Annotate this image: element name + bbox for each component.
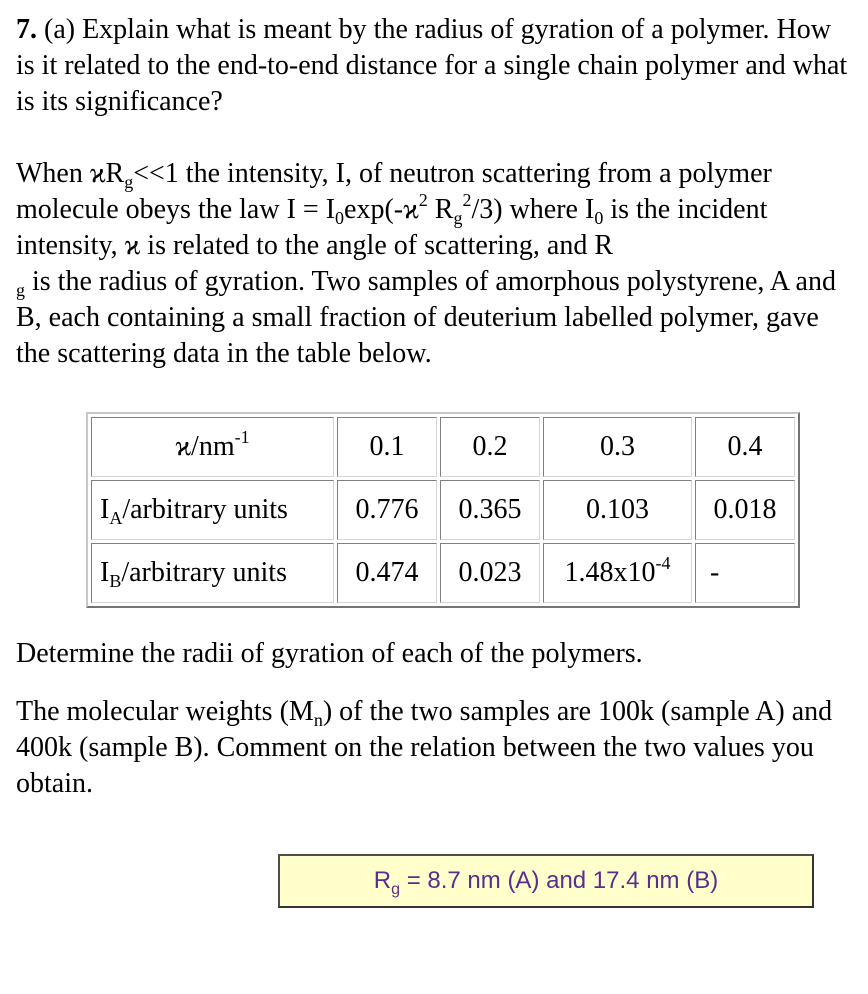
intro-text-4: /3) where I	[471, 194, 595, 225]
question-number: 7.	[16, 14, 37, 45]
header-col-1: 0.1	[337, 417, 437, 477]
question-text: (a) Explain what is meant by the radius of gyration of a polymer. How is it related to the end-to-end distance for a single chain polymer and what is its significance?	[16, 14, 848, 117]
row-b-cell-2: 0.023	[440, 543, 540, 603]
header-col-2: 0.2	[440, 417, 540, 477]
table-header-row	[91, 417, 795, 477]
subscript-n: n	[313, 710, 323, 730]
row-a-cell-2: 0.365	[440, 480, 540, 540]
intro-text-1: When ϰR	[16, 158, 125, 189]
mw-text-2: ) of the two samples are 100k (sample A) and 400k (sample B). Comment on the relation between the two values you obtain.	[16, 696, 833, 799]
question-7	[16, 12, 854, 120]
answer-text: = 8.7 nm (A) and 17.4 nm (B)	[400, 867, 719, 894]
superscript-2: 2	[418, 190, 428, 210]
row-a-cell-4: 0.018	[695, 480, 795, 540]
table-row-b	[91, 543, 795, 603]
intro-text-6: is the radius of gyration. Two samples of amorphous polystyrene, A and B, each containing a small fraction of deuterium labelled polymer, gave the scattering data in the table below.	[16, 266, 836, 369]
subscript-0: 0	[335, 208, 345, 228]
determine-paragraph: Determine the radii of gyration of each of the polymers.	[16, 638, 643, 669]
row-b-cell-4: -	[695, 543, 795, 603]
intro-text-3: exp(-ϰ	[344, 194, 419, 225]
intro-R: R	[427, 194, 454, 225]
table-row-a	[91, 480, 795, 540]
scattering-table-wrap	[86, 412, 854, 608]
row-a-cell-3: 0.103	[543, 480, 692, 540]
row-a-label: $I_A$/arbitrary units	[91, 480, 334, 540]
header-col-4: 0.4	[695, 417, 795, 477]
header-kappa: $ϰ/nm^{-1}$	[91, 417, 334, 477]
intro-text-2: <<1 the intensity, I, of neutron scattering from a polymer molecule obeys the law I = I	[16, 158, 772, 225]
answer-wrap	[278, 854, 854, 908]
superscript-2b: 2	[462, 190, 472, 210]
answer-box[interactable]	[278, 854, 814, 908]
subscript-g-2: g	[453, 208, 463, 228]
row-a-cell-1: 0.776	[337, 480, 437, 540]
answer-R: R	[373, 867, 392, 894]
mw-text-1: The molecular weights (M	[16, 696, 314, 727]
mw-paragraph	[16, 694, 854, 802]
intro-paragraph	[16, 156, 854, 372]
answer-subscript-g: g	[391, 881, 401, 898]
intro-text-5: is the incident intensity, ϰ is related to the angle of scattering, and R	[16, 194, 768, 261]
subscript-g: g	[124, 172, 134, 192]
row-b-cell-3: $1.48x10^{-4}$	[543, 543, 692, 603]
scattering-table	[86, 412, 800, 608]
row-b-cell-1: 0.474	[337, 543, 437, 603]
row-b-label: $I_B$/arbitrary units	[91, 543, 334, 603]
subscript-g-3: g	[16, 280, 25, 300]
header-col-3: 0.3	[543, 417, 692, 477]
subscript-0b: 0	[594, 208, 604, 228]
